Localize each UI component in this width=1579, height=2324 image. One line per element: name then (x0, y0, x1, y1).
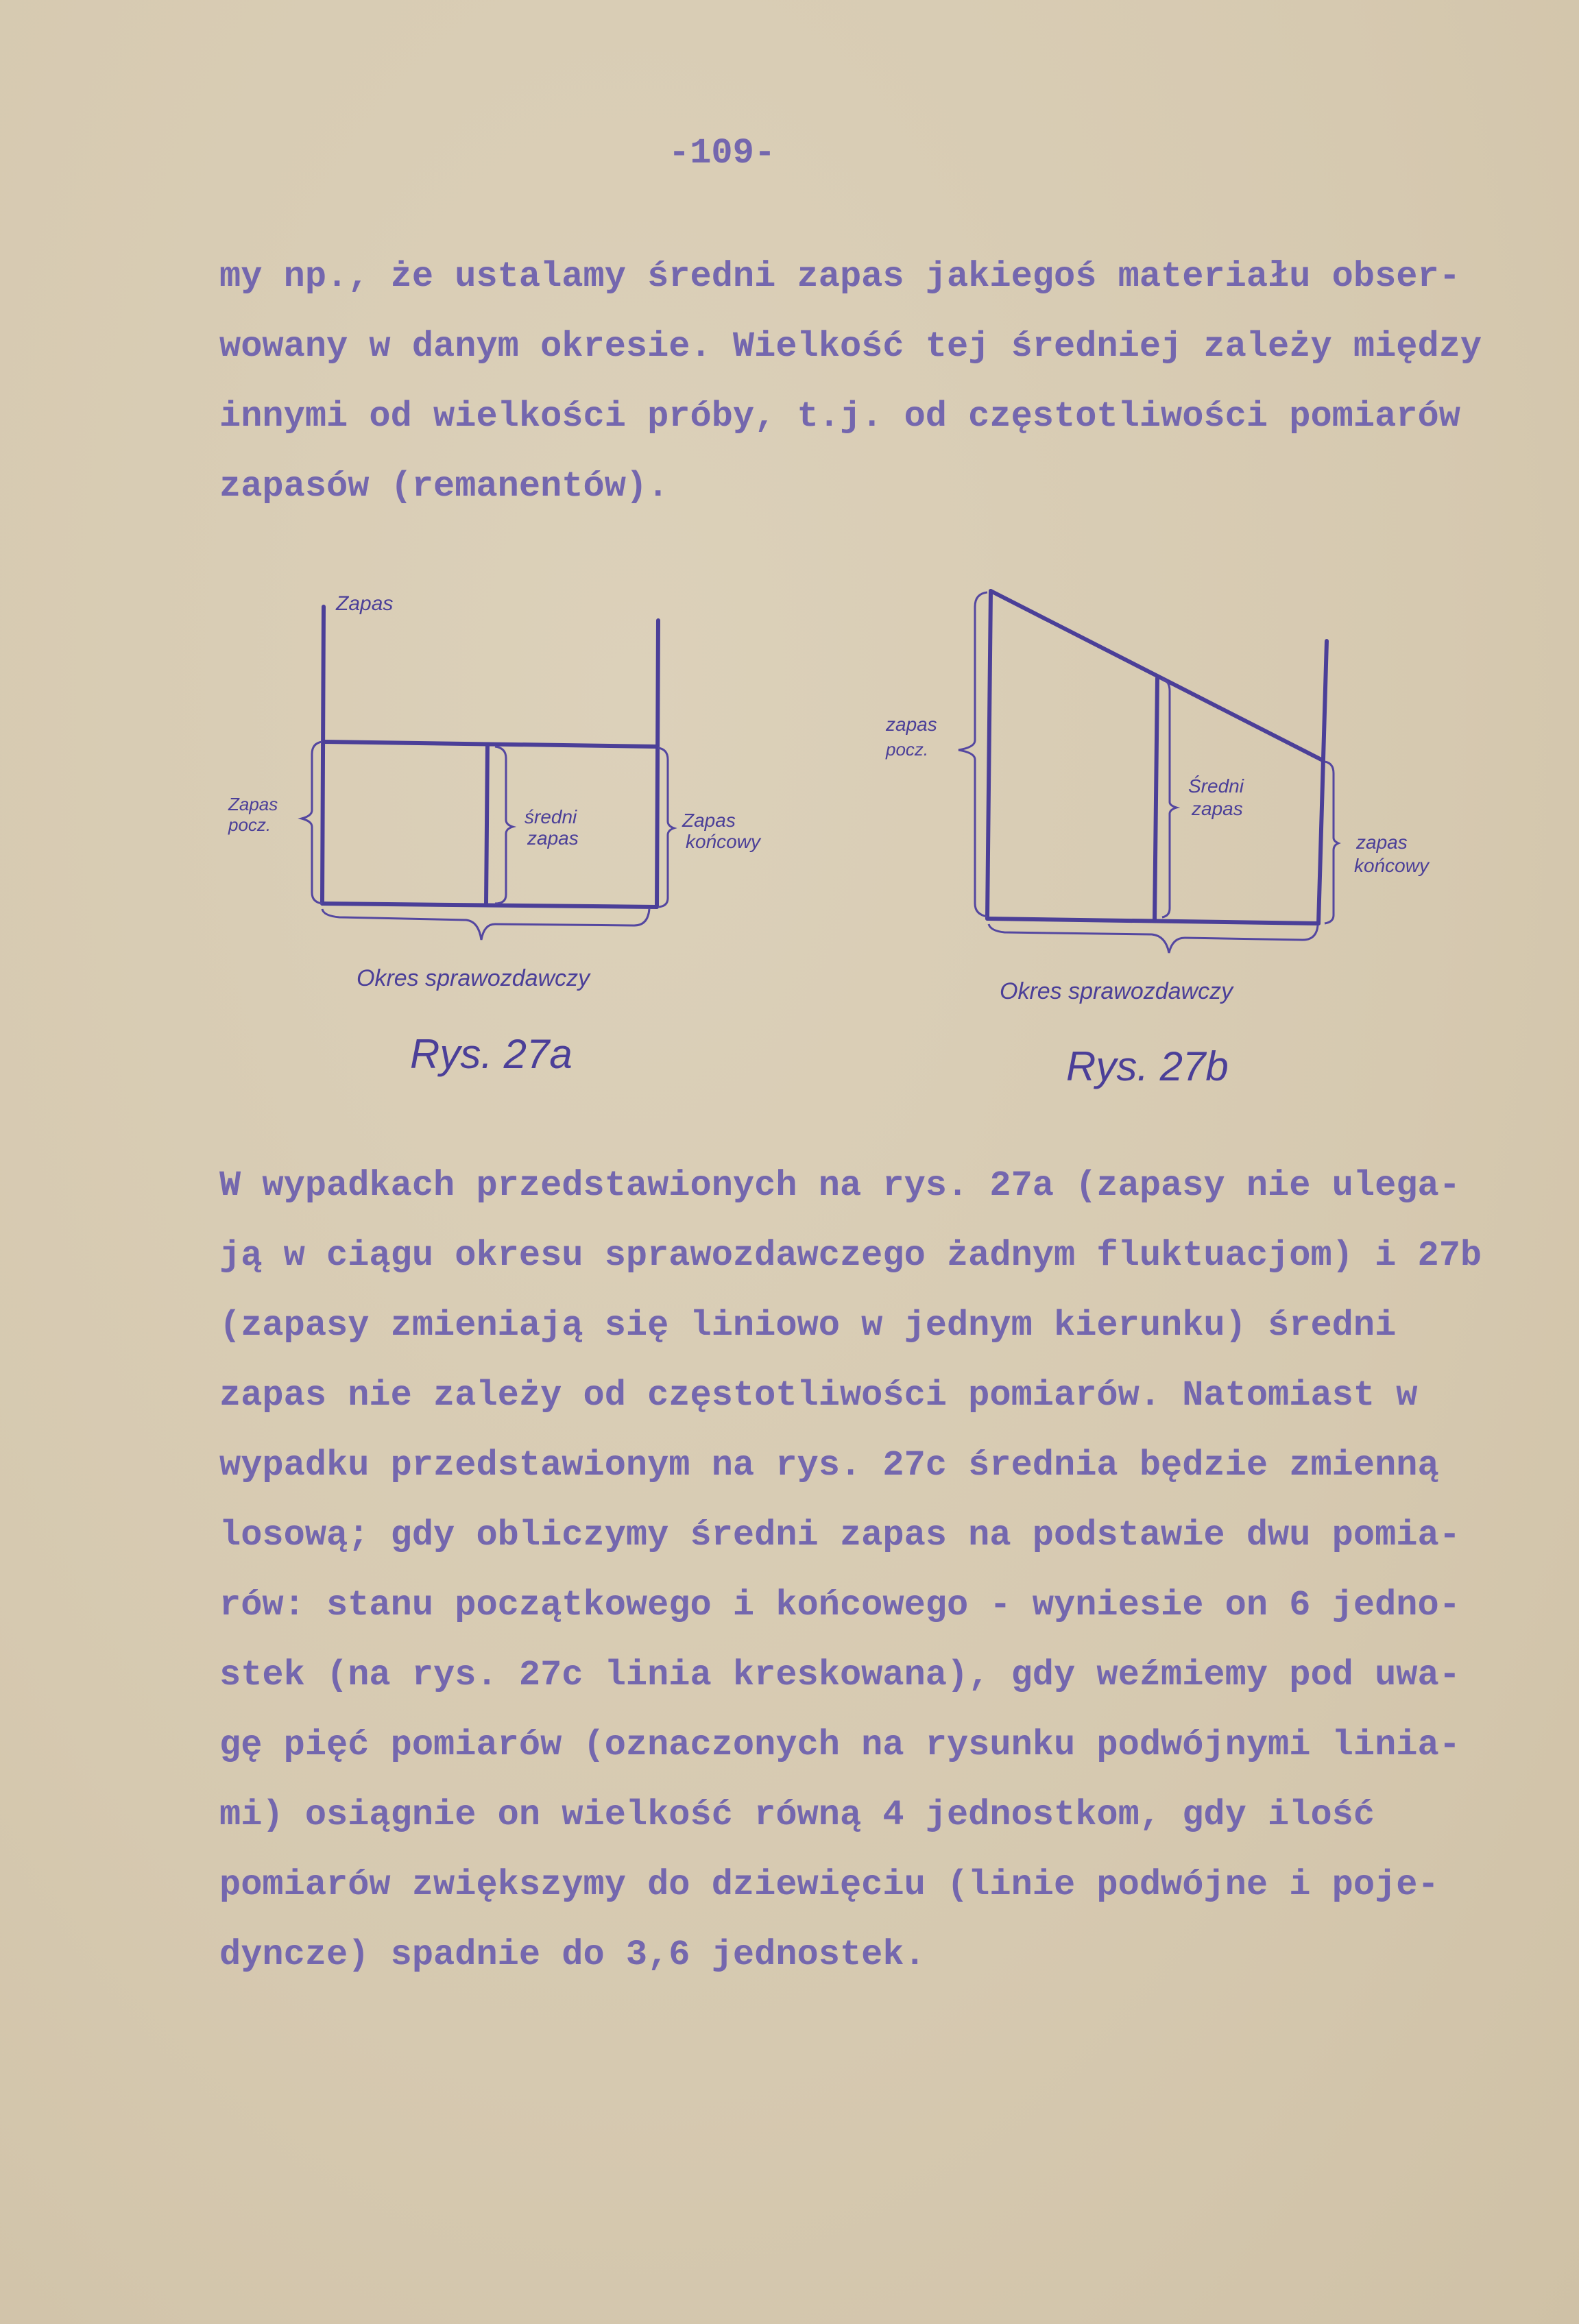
mean-stock-bar (1155, 678, 1157, 921)
figure-caption: Rys. 27a (410, 1031, 572, 1077)
axis-label: Zapas (336, 592, 394, 615)
mean-label-2: zapas (1192, 798, 1243, 819)
text-line: (zapasy zmieniają się liniowo w jednym kierunku) średni (219, 1305, 1397, 1346)
axis-right (657, 620, 658, 907)
start-label-2: pocz. (886, 739, 929, 760)
text-line: innymi od wielkości próby, t.j. od częstotliwości pomiarów (219, 396, 1460, 437)
end-label-1: Zapas (682, 810, 736, 831)
text-line: my np., że ustalamy średni zapas jakiegoś materiału obser- (219, 256, 1460, 297)
mean-stock-bar (486, 745, 487, 905)
axis-right (1318, 641, 1327, 923)
text-line: pomiarów zwiększymy do dziewięciu (linie podwójne i poje- (219, 1865, 1439, 1905)
brace-start (959, 592, 987, 917)
mean-label-2: zapas (527, 827, 579, 849)
figure-27b (885, 591, 1430, 1089)
brace-mean (495, 747, 513, 904)
text-line: W wypadkach przedstawionych na rys. 27a (zapasy nie ulega- (219, 1165, 1460, 1206)
period-label: Okres sprawozdawczy (357, 965, 590, 991)
stock-level-line (324, 742, 657, 747)
start-label-2: pocz. (228, 814, 272, 835)
period-label: Okres sprawozdawczy (1000, 978, 1233, 1004)
axis-left (322, 607, 324, 904)
text-line: wowany w danym okresie. Wielkość tej średniej zależy między (219, 326, 1482, 367)
page-number: -109- (668, 133, 776, 173)
text-line: zapas nie zależy od częstotliwości pomiarów. Natomiast w (219, 1375, 1418, 1416)
figure-caption: Rys. 27b (1066, 1043, 1229, 1089)
end-label-1: zapas (1356, 832, 1408, 853)
brace-period (989, 924, 1318, 953)
text-line: rów: stanu początkowego i końcowego - wyniesie on 6 jedno- (219, 1585, 1460, 1625)
baseline (322, 904, 657, 907)
text-line: dyncze) spadnie do 3,6 jednostek. (219, 1935, 926, 1975)
axis-left (987, 591, 991, 919)
text-line: zapasów (remanentów). (219, 466, 669, 507)
brace-end (658, 748, 674, 907)
brace-mean (1162, 679, 1177, 917)
text-line: ją w ciągu okresu sprawozdawczego żadnym fluktuacjom) i 27b (219, 1235, 1482, 1276)
start-label-1: Zapas (228, 794, 278, 814)
mean-label-1: średni (525, 806, 577, 827)
brace-end (1325, 762, 1338, 923)
end-label-2: końcowy (1354, 855, 1429, 876)
brace-start (302, 742, 322, 904)
figure-27a (228, 592, 762, 1077)
start-label-1: zapas (886, 714, 937, 735)
brace-period (322, 909, 649, 940)
text-line: wypadku przedstawionym na rys. 27c średnia będzie zmienną (219, 1445, 1439, 1486)
end-label-2: końcowy (686, 831, 760, 852)
text-line: stek (na rys. 27c linia kreskowana), gdy weźmiemy pod uwa- (219, 1655, 1460, 1695)
mean-label-1: Średni (1188, 775, 1244, 797)
text-line: mi) osiągnie on wielkość równą 4 jednostkom, gdy ilość (219, 1795, 1375, 1835)
text-line: gę pięć pomiarów (oznaczonych na rysunku podwójnymi linia- (219, 1725, 1460, 1765)
text-line: losową; gdy obliczymy średni zapas na podstawie dwu pomia- (219, 1515, 1460, 1556)
